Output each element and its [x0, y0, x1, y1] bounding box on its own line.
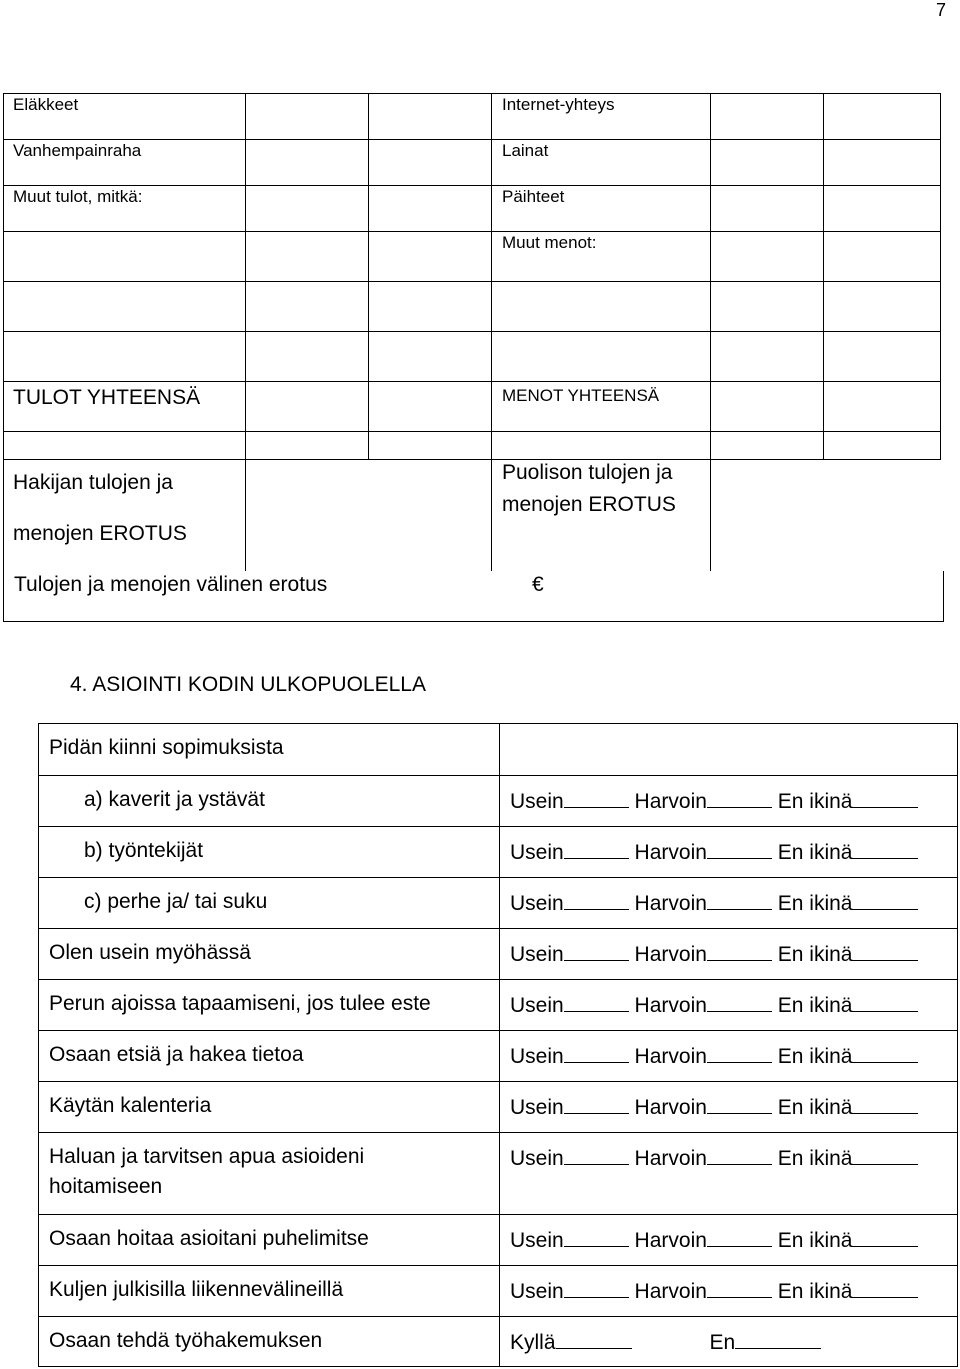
table-row — [39, 877, 957, 929]
option-usein: Usein — [510, 892, 564, 915]
answer-blank[interactable] — [707, 989, 772, 1012]
answer-blank[interactable] — [564, 1091, 629, 1114]
option-harvoin: Harvoin — [634, 1229, 707, 1252]
euro-sign: € — [532, 573, 544, 596]
row-label-lainat: Lainat — [502, 141, 549, 160]
answer-options — [510, 1275, 918, 1307]
answer-options — [510, 989, 918, 1021]
table-row — [39, 928, 957, 980]
option-en-ikina: En ikinä — [777, 943, 853, 966]
answer-blank[interactable] — [852, 1091, 918, 1114]
answer-blank[interactable] — [852, 887, 918, 910]
option-en-ikina: En ikinä — [777, 892, 853, 915]
answer-blank[interactable] — [564, 836, 629, 859]
option-en-ikina: En ikinä — [777, 1280, 853, 1303]
row-question: Osaan etsiä ja hakea tietoa — [49, 1043, 304, 1066]
answer-blank[interactable] — [707, 836, 772, 859]
row-question: Pidän kiinni sopimuksista — [49, 736, 284, 759]
answer-blank[interactable] — [564, 887, 629, 910]
option-en-ikina: En ikinä — [777, 841, 853, 864]
answer-options — [510, 938, 918, 970]
row-question: b) työntekijät — [84, 839, 204, 862]
puolison-erotus-label: Puolison tulojen ja menojen EROTUS — [502, 461, 676, 516]
option-harvoin: Harvoin — [634, 943, 707, 966]
table-row — [39, 1081, 957, 1133]
answer-options — [510, 1091, 918, 1123]
row-label-paihteet: Päihteet — [502, 187, 565, 206]
table-row — [39, 1132, 957, 1215]
answer-blank[interactable] — [556, 1326, 632, 1349]
option-usein: Usein — [510, 841, 564, 864]
option-harvoin: Harvoin — [634, 1045, 707, 1068]
menot-yhteensa-label: MENOT YHTEENSÄ — [502, 386, 660, 405]
table-row — [39, 775, 957, 827]
answer-blank[interactable] — [564, 1224, 629, 1247]
option-usein: Usein — [510, 1280, 564, 1303]
option-harvoin: Harvoin — [634, 841, 707, 864]
option-en-ikina: En ikinä — [777, 1096, 853, 1119]
row-question: c) perhe ja/ tai suku — [84, 890, 268, 913]
difference-row — [3, 571, 944, 622]
answer-options — [510, 1326, 821, 1358]
option-harvoin: Harvoin — [634, 1280, 707, 1303]
tulot-yhteensa-label: TULOT YHTEENSÄ — [13, 386, 201, 409]
answer-blank[interactable] — [852, 1275, 918, 1298]
row-label-muut-tulot: Muut tulot, mitkä: — [13, 187, 143, 206]
row-label-elakkeet: Eläkkeet — [13, 95, 79, 114]
answer-blank[interactable] — [707, 1224, 772, 1247]
answer-options — [510, 1224, 918, 1256]
answer-blank[interactable] — [852, 785, 918, 808]
answer-blank[interactable] — [707, 785, 772, 808]
answer-blank[interactable] — [564, 1275, 629, 1298]
budget-table — [3, 93, 941, 571]
answer-blank[interactable] — [852, 1224, 918, 1247]
answer-blank[interactable] — [707, 938, 772, 961]
page-number: 7 — [935, 0, 946, 20]
row-label-muut-menot: Muut menot: — [502, 233, 597, 252]
answer-options — [510, 1040, 918, 1072]
answer-blank[interactable] — [564, 989, 629, 1012]
option-harvoin: Harvoin — [634, 1096, 707, 1119]
answer-blank[interactable] — [852, 1040, 918, 1063]
table-row — [39, 1030, 957, 1082]
row-question: Kuljen julkisilla liikennevälineillä — [49, 1278, 344, 1301]
option-usein: Usein — [510, 994, 564, 1017]
answer-blank[interactable] — [852, 1142, 918, 1165]
option-en-ikina: En ikinä — [777, 994, 853, 1017]
answer-blank[interactable] — [735, 1326, 821, 1349]
option-harvoin: Harvoin — [634, 1147, 707, 1170]
section-title: 4. ASIOINTI KODIN ULKOPUOLELLA — [70, 673, 426, 696]
answer-blank[interactable] — [564, 1040, 629, 1063]
option-kylla: Kyllä — [510, 1331, 556, 1354]
answer-blank[interactable] — [707, 1040, 772, 1063]
answer-options — [510, 887, 918, 919]
answer-blank[interactable] — [707, 1275, 772, 1298]
option-harvoin: Harvoin — [634, 790, 707, 813]
option-en-ikina: En ikinä — [777, 1045, 853, 1068]
table-row — [39, 826, 957, 878]
option-usein: Usein — [510, 943, 564, 966]
option-usein: Usein — [510, 1147, 564, 1170]
option-usein: Usein — [510, 790, 564, 813]
answer-options — [510, 836, 918, 868]
answer-blank[interactable] — [707, 1091, 772, 1114]
row-label-vanhempainraha: Vanhempainraha — [13, 141, 142, 160]
answer-blank[interactable] — [707, 887, 772, 910]
answer-options — [510, 1142, 918, 1174]
row-label-internet: Internet-yhteys — [502, 95, 615, 114]
row-question: Käytän kalenteria — [49, 1094, 212, 1117]
valinen-erotus-label: Tulojen ja menojen välinen erotus — [14, 573, 328, 596]
option-usein: Usein — [510, 1045, 564, 1068]
table-row — [39, 1214, 957, 1266]
answer-blank[interactable] — [564, 938, 629, 961]
option-usein: Usein — [510, 1229, 564, 1252]
row-question: Osaan hoitaa asioitani puhelimitse — [49, 1227, 369, 1250]
option-en-ikina: En ikinä — [777, 790, 853, 813]
row-question: Osaan tehdä työhakemuksen — [49, 1329, 323, 1352]
answer-blank[interactable] — [852, 938, 918, 961]
table-row — [39, 1316, 957, 1368]
table-row — [39, 1265, 957, 1317]
row-question: Haluan ja tarvitsen apua asioideni hoitamiseen — [49, 1145, 365, 1198]
option-usein: Usein — [510, 1096, 564, 1119]
table-row — [39, 724, 957, 775]
answer-blank[interactable] — [564, 1142, 629, 1165]
row-question: Olen usein myöhässä — [49, 941, 251, 964]
answer-blank[interactable] — [564, 785, 629, 808]
hakijan-erotus-label: Hakijan tulojen ja menojen EROTUS — [13, 471, 187, 545]
assessment-table — [38, 723, 958, 1367]
option-en-ikina: En ikinä — [777, 1229, 853, 1252]
option-en: En — [709, 1331, 736, 1354]
option-en-ikina: En ikinä — [777, 1147, 853, 1170]
answer-blank[interactable] — [852, 836, 918, 859]
row-question: a) kaverit ja ystävät — [84, 788, 265, 811]
answer-blank[interactable] — [852, 989, 918, 1012]
option-harvoin: Harvoin — [634, 994, 707, 1017]
row-question: Perun ajoissa tapaamiseni, jos tulee este — [49, 992, 431, 1015]
answer-options — [510, 785, 918, 817]
table-row — [39, 979, 957, 1031]
answer-blank[interactable] — [707, 1142, 772, 1165]
option-harvoin: Harvoin — [634, 892, 707, 915]
